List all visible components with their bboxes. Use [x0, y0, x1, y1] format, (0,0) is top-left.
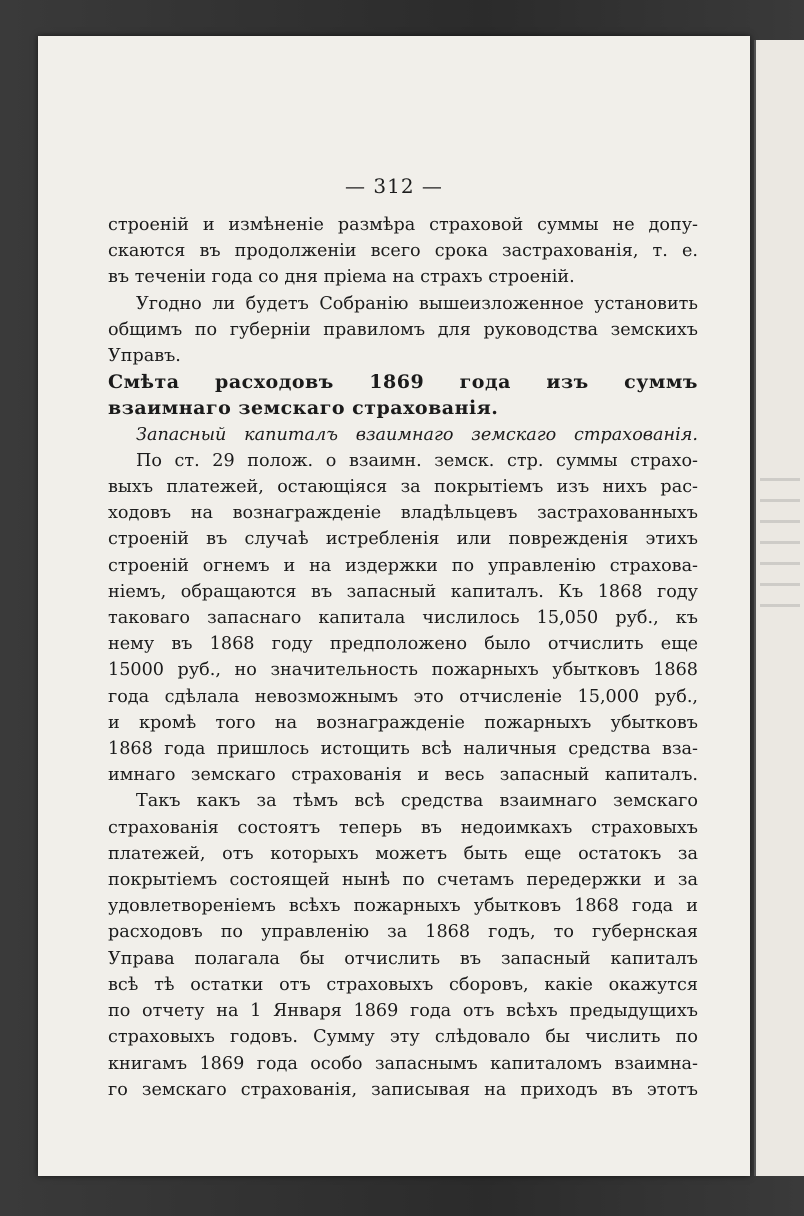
text-line: нему въ 1868 году предположено было отчислить еще — [108, 634, 698, 655]
text-line: удовлетвореніемъ всѣхъ пожарныхъ убытковъ 1868 года и — [108, 896, 698, 917]
text-line: года сдѣлала невозможнымъ это отчисленіе 15,000 руб., — [108, 686, 698, 707]
text-line: общимъ по губерніи правиломъ для руководства земскихъ — [108, 319, 698, 340]
text-line: строеній въ случаѣ истребленія или поврежденія этихъ — [108, 529, 698, 550]
text-line: всѣ тѣ остатки отъ страховыхъ сборовъ, какіе окажутся — [108, 974, 698, 995]
text-line: книгамъ 1869 года особо запаснымъ капиталомъ взаимна- — [108, 1053, 698, 1074]
text-line: 15000 руб., но значительность пожарныхъ убытковъ 1868 — [108, 660, 698, 681]
text-line: Управа полагала бы отчислить въ запасный капиталъ — [108, 948, 698, 969]
text-line: ходовъ на вознагражденіе владѣльцевъ застрахованныхъ — [108, 503, 698, 524]
text-line: Такъ какъ за тѣмъ всѣ средства взаимнаго земскаго — [136, 791, 698, 812]
text-line: строеній и измѣненіе размѣра страховой суммы не допу- — [108, 215, 698, 235]
text-line: таковаго запаснаго капитала числилось 15,050 руб., къ — [108, 608, 698, 629]
page-text — [108, 212, 698, 1103]
text-line: строеній огнемъ и на издержки по управленію страхова- — [108, 555, 698, 576]
text-line: скаются въ продолженіи всего срока застрахованія, т. е. — [108, 241, 698, 262]
text-line: и кромѣ того на вознагражденіе пожарныхъ убытковъ — [108, 712, 698, 733]
page-number: — 312 — — [345, 174, 443, 198]
text-line: го земскаго страхованія, записывая на приходъ въ этотъ — [108, 1079, 698, 1100]
text-line: имнаго земскаго страхованія и весь запасный капиталъ. — [108, 765, 698, 786]
section-heading: Смѣта расходовъ 1869 года изъ суммъ — [108, 371, 698, 394]
subsection-title: Запасный капиталъ взаимнаго земскаго страхованія. — [136, 424, 698, 445]
bleed-through-text — [760, 460, 800, 620]
section-heading: взаимнаго земскаго страхованія. — [108, 397, 499, 420]
text-line: покрытіемъ состоящей нынѣ по счетамъ передержки и за — [108, 870, 698, 891]
text-line: въ теченіи года со дня пріема на страхъ строеній. — [108, 267, 575, 288]
text-line: выхъ платежей, остающіяся за покрытіемъ изъ нихъ рас- — [108, 477, 698, 498]
text-line: ніемъ, обращаются въ запасный капиталъ. Къ 1868 году — [108, 581, 698, 602]
text-line: По ст. 29 полож. о взаимн. земск. стр. суммы страхо- — [136, 450, 698, 471]
text-line: по отчету на 1 Января 1869 года отъ всѣхъ предыдущихъ — [108, 1001, 698, 1022]
text-line: расходовъ по управленію за 1868 годъ, то губернская — [108, 922, 698, 943]
text-line: платежей, отъ которыхъ можетъ быть еще остатокъ за — [108, 843, 698, 864]
text-line: страхованія состоятъ теперь въ недоимкахъ страховыхъ — [108, 817, 698, 838]
text-line: страховыхъ годовъ. Сумму эту слѣдовало бы числить по — [108, 1027, 698, 1048]
text-line: Угодно ли будетъ Собранію вышеизложенное установить — [136, 293, 698, 314]
text-line: 1868 года пришлось истощить всѣ наличныя средства вза- — [108, 739, 698, 760]
text-line: Управъ. — [108, 346, 181, 367]
